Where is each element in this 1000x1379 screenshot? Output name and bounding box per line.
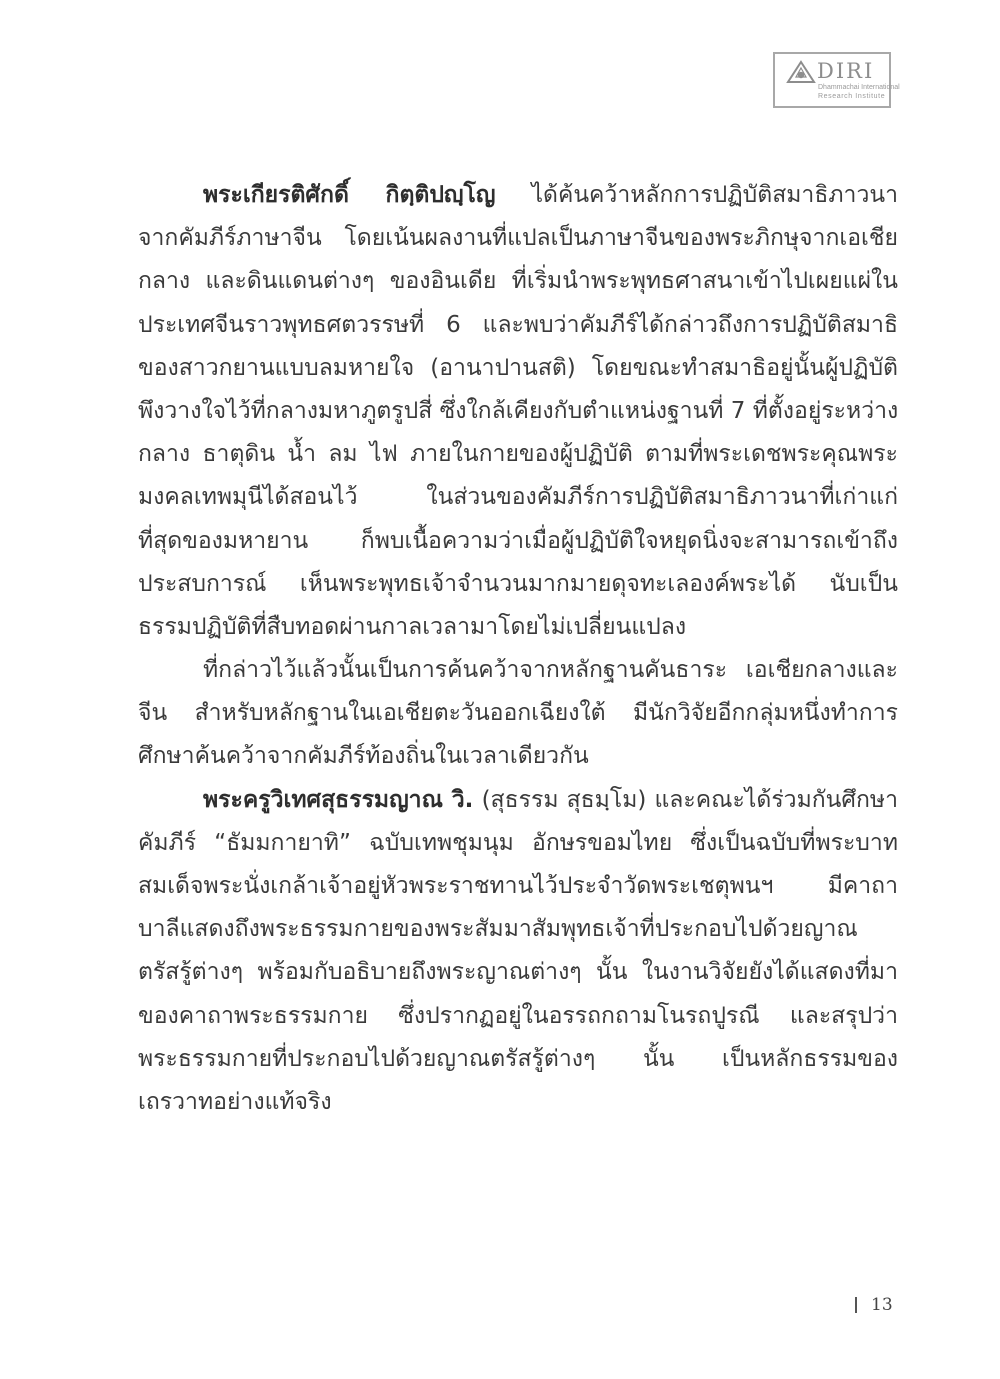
- diri-logo: [773, 52, 900, 108]
- page-number: [855, 1294, 893, 1316]
- page-number-divider: [855, 1297, 857, 1313]
- bold-lead-name: พระครูวิเทศสุธรรมญาณ วิ.: [203, 786, 474, 813]
- page-number-value: 13: [871, 1295, 893, 1315]
- paragraph-line: มงคลเทพมุนีได้สอนไว้ ในส่วนของคัมภีร์การปฏิบัติสมาธิภาวนาที่เก่าแก่: [138, 484, 898, 511]
- paragraph-line: พระครูวิเทศสุธรรมญาณ วิ. (สุธรรม สุธมฺโม) และคณะได้ร่วมกันศึกษา: [203, 786, 898, 813]
- paragraph-line: ที่กล่าวไว้แล้วนั้นเป็นการค้นคว้าจากหลักฐานคันธาระ เอเชียกลางและ: [203, 657, 898, 684]
- paragraph-3: [138, 779, 898, 1125]
- paragraph-line: ของคาถาพระธรรมกาย ซึ่งปรากฏอยู่ในอรรถกถามโนรถปูรณี และสรุปว่า: [138, 1002, 898, 1029]
- paragraph-line: กลาง ธาตุดิน น้ำ ลม ไฟ ภายในกายของผู้ปฏิบัติ ตามที่พระเดชพระคุณพระ: [138, 441, 898, 468]
- paragraph-line: พระธรรมกายที่ประกอบไปด้วยญาณตรัสรู้ต่างๆ นั้น เป็นหลักธรรมของ: [138, 1045, 898, 1072]
- bold-lead-name: พระเกียรติศักดิ์ กิตฺติปญฺโญ: [203, 182, 496, 208]
- paragraph-line: จากคัมภีร์ภาษาจีน โดยเน้นผลงานที่แปลเป็นภาษาจีนของพระภิกษุจากเอเชีย: [138, 225, 898, 252]
- paragraph-line: เถรวาทอย่างแท้จริง: [138, 1088, 332, 1115]
- logo-subtitle-line2: Research Institute: [818, 93, 886, 100]
- paragraph-line: ของสาวกยานแบบลมหายใจ (อานาปานสติ) โดยขณะทำสมาธิอยู่นั้นผู้ปฏิบัติ: [138, 354, 898, 381]
- paragraph-line: ศึกษาค้นคว้าจากคัมภีร์ท้องถิ่นในเวลาเดียวกัน: [138, 743, 589, 770]
- dhamma-triangle-icon: [786, 60, 816, 84]
- paragraph-1: [138, 174, 898, 649]
- paragraph-line: ที่สุดของมหายาน ก็พบเนื้อความว่าเมื่อผู้ปฏิบัติใจหยุดนิ่งจะสามารถเข้าถึง: [138, 527, 898, 554]
- paragraph-line: พระเกียรติศักดิ์ กิตฺติปญฺโญ ได้ค้นคว้าหลักการปฏิบัติสมาธิภาวนา: [203, 182, 898, 208]
- paragraph-line: ตรัสรู้ต่างๆ พร้อมกับอธิบายถึงพระญาณต่างๆ นั้น ในงานวิจัยยังได้แสดงที่มา: [138, 959, 898, 986]
- paragraph-2: [138, 649, 898, 779]
- paragraph-line: จีน สำหรับหลักฐานในเอเชียตะวันออกเฉียงใต้ มีนักวิจัยอีกกลุ่มหนึ่งทำการ: [138, 700, 898, 727]
- paragraph-line: พึงวางใจไว้ที่กลางมหาภูตรูปสี่ ซึ่งใกล้เคียงกับตำแหน่งฐานที่ 7 ที่ตั้งอยู่ระหว่าง: [138, 397, 899, 424]
- logo-name: DIRI: [817, 59, 875, 83]
- paragraph-line: ประสบการณ์ เห็นพระพุทธเจ้าจำนวนมากมายดุจทะเลองค์พระได้ นับเป็น: [138, 570, 898, 597]
- paragraph-line: ธรรมปฏิบัติที่สืบทอดผ่านกาลเวลามาโดยไม่เปลี่ยนแปลง: [138, 613, 687, 640]
- paragraph-line: สมเด็จพระนั่งเกล้าเจ้าอยู่หัวพระราชทานไว้ประจำวัดพระเชตุพนฯ มีคาถา: [138, 873, 898, 899]
- paragraph-line: ประเทศจีนราวพุทธศตวรรษที่ 6 และพบว่าคัมภีร์ได้กล่าวถึงการปฏิบัติสมาธิ: [138, 311, 898, 338]
- paragraph-line: คัมภีร์ “ธัมมกายาทิ” ฉบับเทพชุมนุม อักษรขอมไทย ซึ่งเป็นฉบับที่พระบาท: [138, 829, 898, 856]
- paragraph-line: กลาง และดินแดนต่างๆ ของอินเดีย ที่เริ่มนำพระพุทธศาสนาเข้าไปเผยแผ่ใน: [138, 268, 898, 295]
- body-text: [138, 174, 898, 1124]
- logo-subtitle-line1: Dhammachai International: [818, 84, 900, 91]
- paragraph-line: บาลีแสดงถึงพระธรรมกายของพระสัมมาสัมพุทธเจ้าที่ประกอบไปด้วยญาณ: [138, 916, 858, 943]
